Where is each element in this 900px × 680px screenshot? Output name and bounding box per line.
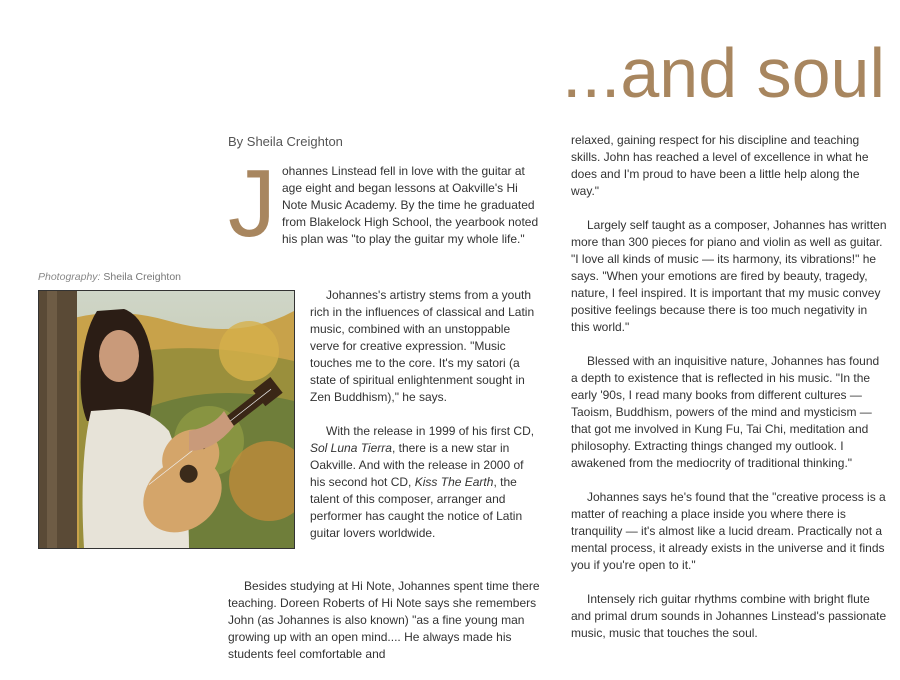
photo-credit: [38, 271, 181, 283]
paragraph-closing: Intensely rich guitar rhythms combine with bright flute and primal drum sounds in Johannes Linstead's passionate music, music that touches the soul.: [571, 592, 887, 640]
lower-left-column: [228, 578, 543, 680]
drop-cap: J: [228, 150, 276, 257]
intro-paragraph: [228, 150, 543, 257]
byline: By Sheila Creighton: [228, 134, 343, 149]
paragraph-release: [310, 423, 542, 542]
right-column: [571, 132, 889, 659]
article-title: ...and soul: [562, 34, 885, 112]
paragraph-inquisitive: Blessed with an inquisitive nature, Johannes has found a depth to existence that is reflected in his music. "In the early '90s, I read many books from different cultures — Taoism, Buddhism, powers of the mind and mysticism — that got me involved in Kung Fu, Tai Chi, meditation and philosophy. Extracting things changed my outlook. I awakened from the mediocrity of traditional thinking.": [571, 354, 880, 470]
intro-text: ohannes Linstead fell in love with the guitar at age eight and began lessons at Oakville's Hi Note Music Academy. By the time he graduated from Blakelock High School, the yearbook noted his plan was "to play the guitar my whole life.": [282, 164, 539, 246]
paragraph-composer: Largely self taught as a composer, Johannes has written more than 300 pieces for piano and violin as well as guitar. "I love all kinds of music — its harmony, its vibrations!" he says. "When your emotions are fired by beauty, tragedy, nature, I feel inspired. It is important that my music convey positive feelings because there is too much negativity in this world.": [571, 218, 887, 334]
album-title-2: Kiss The Earth: [414, 475, 494, 489]
photo-credit-label: Photography:: [38, 271, 101, 283]
paragraph-artistry: Johannes's artistry stems from a youth rich in the influences of classical and Latin music, combined with an unstoppable verve for creative expression. "Music touches me to the core. It's my satori (a state of spiritual enlightenment sought in Zen Buddhism)," he says.: [310, 288, 535, 404]
release-text-c: , the talent of this composer, arranger and performer has caught the notice of Latin guitar lovers worldwide.: [310, 475, 523, 540]
release-text-b: , there is a new star in Oakville. And with the release in 2000 of his second hot CD,: [310, 441, 524, 489]
paragraph-teaching: Besides studying at Hi Note, Johannes spent time there teaching. Doreen Roberts of Hi Note says she remembers John (as Johannes is also known) "as a fine young man growing up with an open mind.... He always made his students feel comfortable and: [228, 579, 540, 661]
paragraph-teaching-continued: relaxed, gaining respect for his discipline and teaching skills. John has reached a level of excellence in what he does and I'm proud to have been a little help along the way.": [571, 133, 869, 198]
release-text-a: With the release in 1999 of his first CD,: [326, 424, 535, 438]
album-title-1: Sol Luna Tierra: [310, 441, 392, 455]
guitarist-illustration: [39, 291, 294, 548]
middle-column: [310, 287, 542, 559]
photo-credit-name: Sheila Creighton: [103, 271, 182, 283]
guitarist-photo: [38, 290, 295, 549]
paragraph-creative: Johannes says he's found that the "creative process is a matter of reaching a place inside you where there is tranquility — it's almost like a lucid dream. Practically not a mental process, it already exists in the universe and it finds you if you're open to it.": [571, 490, 886, 572]
